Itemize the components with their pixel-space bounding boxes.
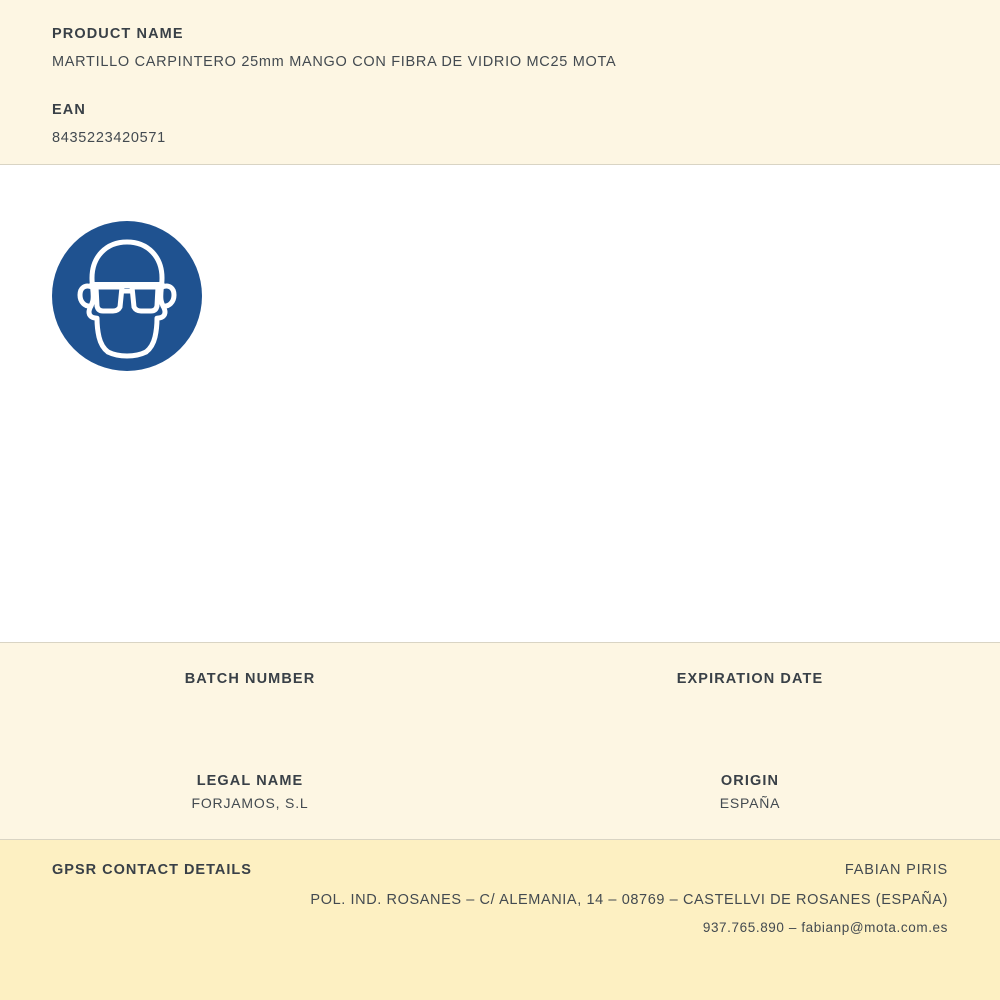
- ean-field: [52, 102, 948, 146]
- ean-value: 8435223420571: [52, 130, 166, 146]
- expiration-date-value: [510, 693, 990, 711]
- product-name-value: MARTILLO CARPINTERO 25mm MANGO CON FIBRA DE VIDRIO MC25 MOTA: [52, 54, 617, 70]
- gpsr-header-row: [52, 862, 948, 878]
- expiration-date-label: EXPIRATION DATE: [676, 671, 824, 687]
- origin-label: ORIGIN: [720, 773, 780, 789]
- gpsr-footer: [0, 840, 1000, 1000]
- legal-name-value: FORJAMOS, S.L: [191, 795, 309, 811]
- eye-protection-icon: [52, 221, 202, 371]
- product-name-label: PRODUCT NAME: [52, 26, 184, 42]
- origin-field: [500, 773, 1000, 813]
- product-name-field: [52, 26, 948, 70]
- gpsr-phone-email: 937.765.890 – fabianp@mota.com.es: [702, 920, 948, 935]
- batch-number-label: BATCH NUMBER: [184, 671, 316, 687]
- gpsr-address: POL. IND. ROSANES – C/ ALEMANIA, 14 – 08769 – CASTELLVI DE ROSANES (ESPAÑA): [310, 892, 948, 908]
- legal-name-field: [0, 773, 500, 813]
- pictogram-row: [52, 221, 948, 371]
- origin-value: ESPAÑA: [719, 795, 781, 811]
- legal-name-label: LEGAL NAME: [196, 773, 304, 789]
- expiration-date-field: [500, 671, 1000, 711]
- legal-origin-row: [0, 773, 1000, 813]
- ean-label: EAN: [52, 102, 86, 118]
- batch-info-band: [0, 643, 1000, 840]
- batch-number-field: [0, 671, 500, 711]
- product-header: [0, 0, 1000, 165]
- pictogram-area: [0, 165, 1000, 643]
- gpsr-contact-name: FABIAN PIRIS: [844, 862, 948, 878]
- batch-expiry-row: [0, 671, 1000, 711]
- batch-number-value: [10, 693, 490, 711]
- gpsr-contact-label: GPSR CONTACT DETAILS: [52, 862, 252, 878]
